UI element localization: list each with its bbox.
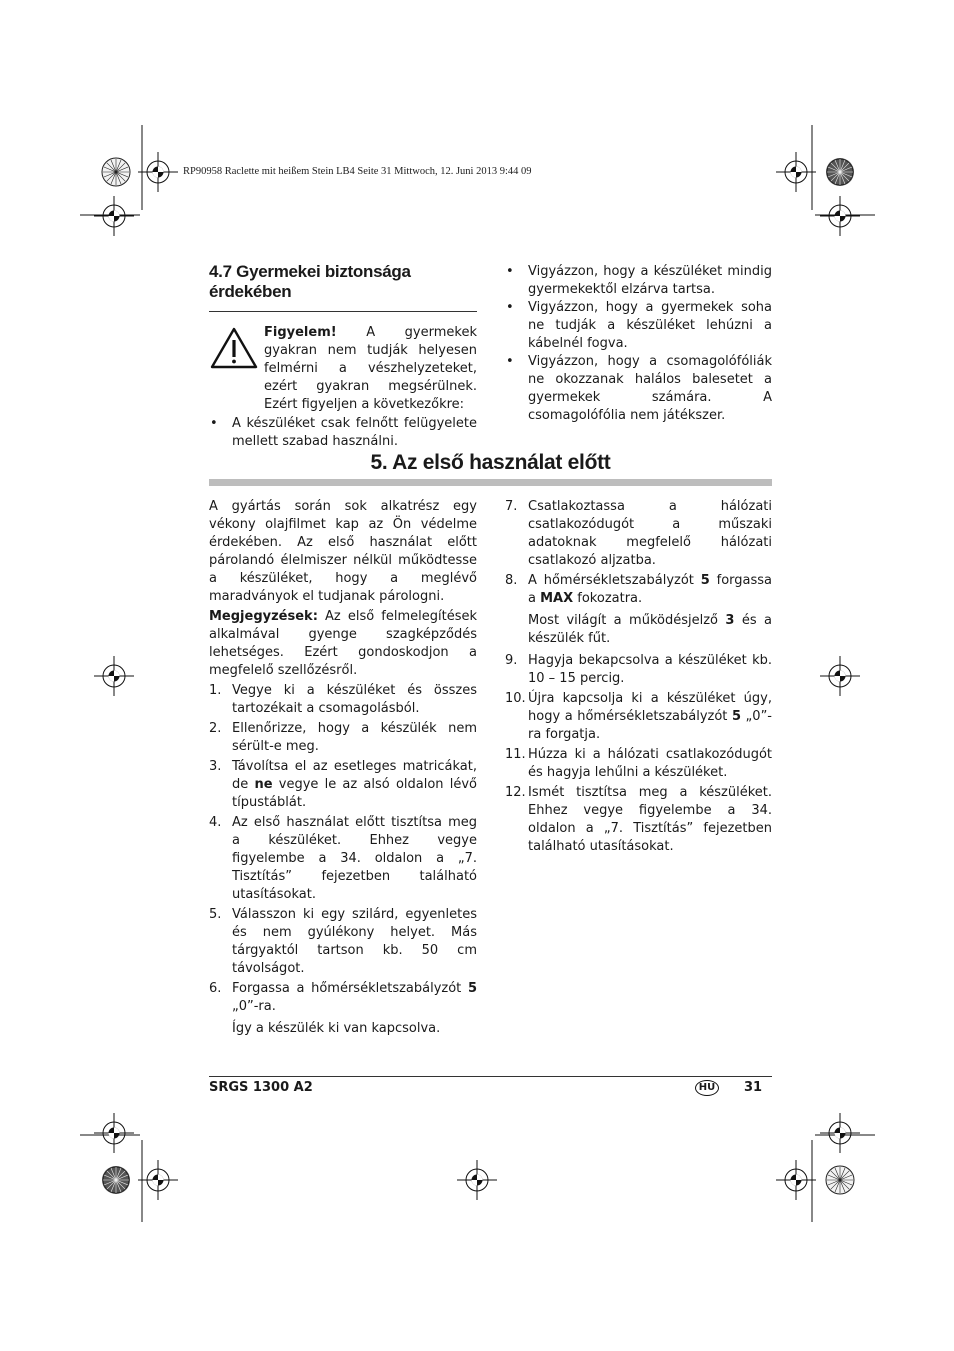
- heading-rule: [209, 479, 772, 486]
- heading-rule: [209, 311, 477, 312]
- list-item: • Vigyázzon, hogy a készüléket mindig gyermekektől elzárva tartsa.: [506, 264, 772, 297]
- page-title: 5. Az első használat előtt: [370, 451, 611, 474]
- section-5-right: [505, 498, 772, 856]
- list-item-continuation: Így a készülék ki van kapcsolva.: [232, 1021, 441, 1036]
- list-item: • Vigyázzon, hogy a gyermekek soha ne tudják a készüléket lehúzni a kábelnél fogva.: [506, 300, 772, 351]
- bullet: •: [210, 416, 218, 431]
- list-item: 1. Vegye ki a készüléket és összes tartozékait a csomagolásból.: [209, 683, 477, 716]
- warning-icon: [210, 326, 258, 370]
- section-heading: 4.7 Gyermekei biztonsága érdekében: [209, 262, 411, 301]
- warning-text: Figyelem! A gyermekek gyakran nem tudják helyesen felmérni a vészhelyzeteket, ezért gyakran megsérülnek. Ezért figyeljen a következőkre:: [264, 325, 477, 412]
- list-item: 5. Válasszon ki egy szilárd, egyenletes és nem gyúlékony helyet. Más tárgyaktól tartson kb. 50 cm távolságot.: [209, 907, 477, 976]
- list-item: 3. Távolítsa el az esetleges matricákat, de ne vegye le az alsó oldalon lévő típustáblát.: [209, 759, 477, 810]
- list-item: 11. Húzza ki a hálózati csatlakozódugót és hagyja lehűlni a készüléket.: [505, 747, 772, 780]
- list-item: 6. Forgassa a hőmérsékletszabályzót 5 „0”-ra.: [209, 981, 477, 1014]
- section-47-left: [209, 262, 477, 451]
- list-item: 9. Hagyja bekapcsolva a készüléket kb. 10 – 15 percig.: [505, 653, 772, 686]
- model-number: SRGS 1300 A2: [209, 1080, 313, 1095]
- footer-rule: [209, 1076, 772, 1077]
- note-label: Megjegyzések:: [209, 609, 318, 624]
- print-slug: RP90958 Raclette mit heißem Stein LB4 Seite 31 Mittwoch, 12. Juni 2013 9:44 09: [183, 166, 532, 177]
- section-47-right: [505, 263, 772, 425]
- list-item: 2. Ellenőrizze, hogy a készülék nem sérült-e meg.: [209, 721, 477, 754]
- note-paragraph: Megjegyzések: Az első felmelegítések alkalmával gyenge szagképződés lehetséges. Ezért gondoskodjon a megfelelő szellőzésről.: [209, 609, 477, 678]
- section-5-left: [209, 498, 477, 1038]
- list-item: 12. Ismét tisztítsa meg a készüléket. Ehhez vegye figyelembe a 34. oldalon a „7. Tisztítás” fejezetben található utasításokat.: [505, 785, 772, 854]
- list-item: • A készüléket csak felnőtt felügyelete mellett szabad használni.: [210, 416, 477, 449]
- list-item: 7. Csatlakoztassa a hálózati csatlakozódugót a műszaki adatoknak megfelelő hálózati csatlakozó aljzatba.: [505, 499, 772, 568]
- list-item-continuation: Most világít a működésjelző 3 és a készülék fűt.: [528, 613, 772, 646]
- list-item: 10. Újra kapcsolja ki a készüléket úgy, hogy a hőmérsékletszabályzót 5 „0”-ra forgatja.: [505, 691, 772, 742]
- warning-label: Figyelem!: [264, 325, 337, 340]
- list-item: 4. Az első használat előtt tisztítsa meg a készüléket. Ehhez vegye figyelembe a 34. oldalon a „7. Tisztítás” fejezetben található utasításokat.: [209, 815, 477, 902]
- list-item: • Vigyázzon, hogy a csomagolófóliák ne okozzanak halálos balesetet a gyermekek számára. A csomagolófólia nem játékszer.: [506, 354, 772, 423]
- language-badge: HU: [695, 1080, 719, 1096]
- intro-paragraph: A gyártás során sok alkatrész egy vékony olajfilmet kap az Ön védelme érdekében. Az első használat előtt párolandó élelmiszer nélkül működtesse a készüléket, hogy a meglévő maradványok el tudjanak párologni.: [209, 499, 477, 604]
- page-number: 31: [744, 1080, 763, 1095]
- list-item: 8. A hőmérsékletszabályzót 5 forgassa a MAX fokozatra.: [505, 573, 772, 606]
- warning-block: [209, 324, 477, 414]
